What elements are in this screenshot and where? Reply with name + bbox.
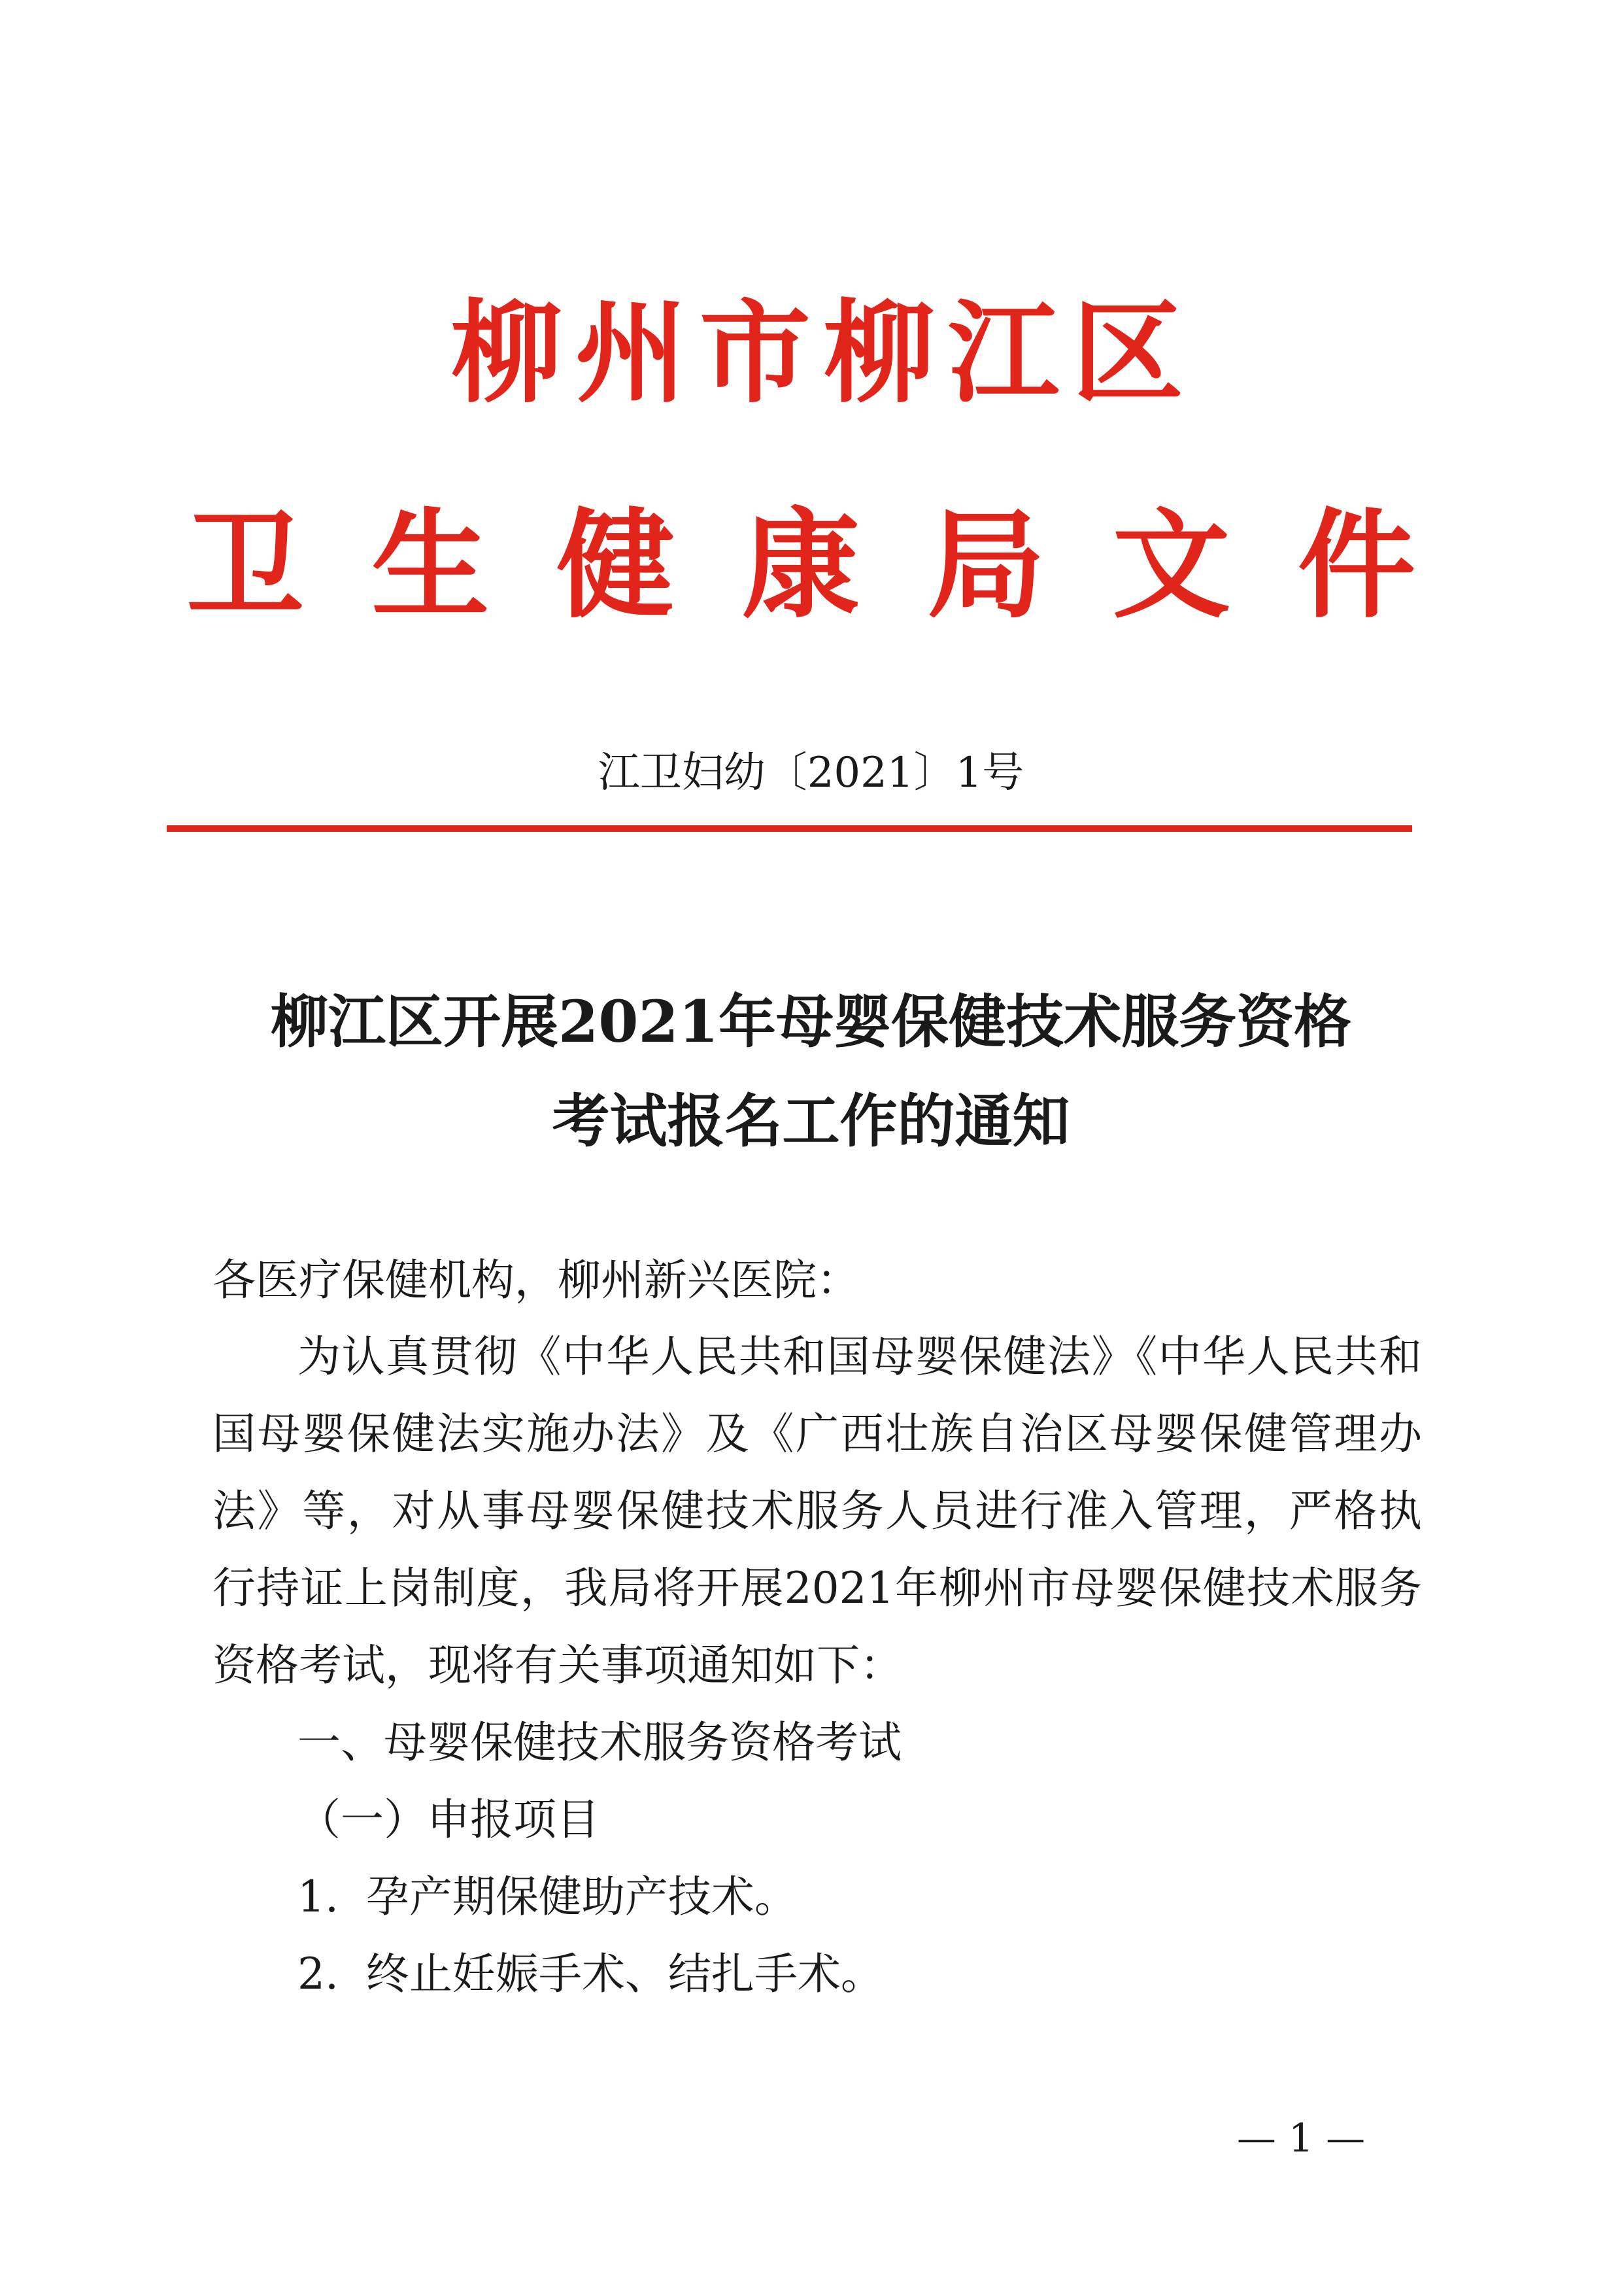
header-char: 柳 xyxy=(451,288,563,419)
header-char: 局 xyxy=(927,496,1045,634)
header-char: 生 xyxy=(371,496,490,634)
header-char: 江 xyxy=(947,288,1059,419)
document-type-header xyxy=(186,490,1415,641)
header-char: 州 xyxy=(575,288,686,419)
red-divider-line xyxy=(167,825,1412,832)
header-char: 文 xyxy=(1112,496,1230,634)
paragraph-line: 资格考试，现将有关事项通知如下： xyxy=(212,1640,903,1690)
header-char: 件 xyxy=(1297,496,1415,634)
list-item: 2. 终止妊娠手术、结扎手术。 xyxy=(297,1949,884,1999)
paragraph-line: 国母婴保健法实施办法》及《广西壮族自治区母婴保健管理办 xyxy=(212,1409,1422,1459)
header-char: 康 xyxy=(741,496,860,634)
document-title-line1: 柳江区开展2021年母婴保健技术服务资格 xyxy=(271,987,1351,1055)
paragraph-line: 为认真贯彻《中华人民共和国母婴保健法》《中华人民共和 xyxy=(297,1331,1422,1382)
header-char: 卫 xyxy=(186,496,305,634)
paragraph-line: 法》等，对从事母婴保健技术服务人员进行准入管理，严格执 xyxy=(212,1486,1422,1536)
issuer-name-header xyxy=(451,281,1183,425)
header-char: 市 xyxy=(699,288,811,419)
list-item: 1. 孕产期保健助产技术。 xyxy=(297,1872,798,1922)
paragraph-line: 行持证上岗制度，我局将开展2021年柳州市母婴保健技术服务 xyxy=(212,1563,1422,1613)
header-char: 健 xyxy=(556,496,675,634)
document-number: 江卫妇幼〔2021〕1号 xyxy=(598,749,1024,797)
document-title-line2: 考试报名工作的通知 xyxy=(552,1087,1070,1155)
page-number: — 1 — xyxy=(1236,2116,1366,2161)
header-char: 柳 xyxy=(823,288,935,419)
section-heading: 一、母婴保健技术服务资格考试 xyxy=(297,1717,902,1768)
subsection-heading: （一）申报项目 xyxy=(297,1794,600,1845)
header-char: 区 xyxy=(1072,288,1183,419)
salutation: 各医疗保健机构，柳州新兴医院： xyxy=(212,1255,860,1305)
